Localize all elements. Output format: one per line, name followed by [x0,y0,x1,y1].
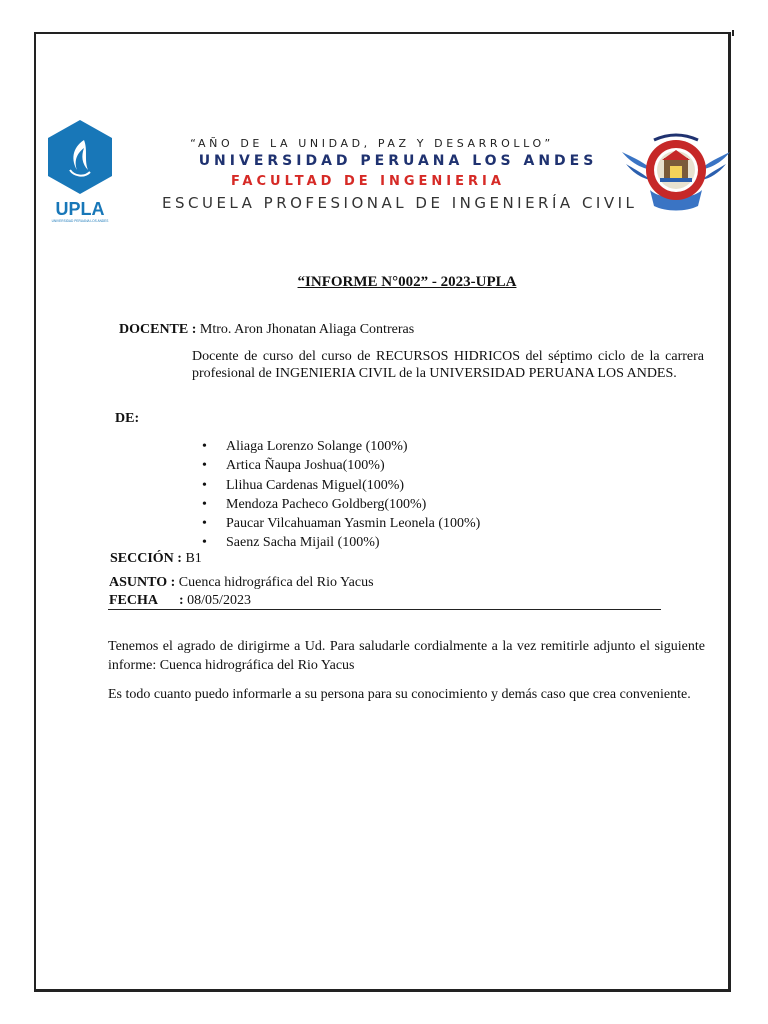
member-name: Paucar Vilcahuaman Yasmin Leonela (100%) [226,516,481,532]
fecha-label: FECHA [109,593,158,608]
faculty-name: FACULTAD DE INGENIERIA [231,174,505,189]
page-border-tick [732,30,734,36]
school-name: ESCUELA PROFESIONAL DE INGENIERÍA CIVIL [162,194,638,212]
member-name: Artica Ñaupa Joshua(100%) [226,458,385,474]
seccion-label: SECCIÓN : [110,551,182,566]
body-paragraph-1: Tenemos el agrado de dirigirme a Ud. Para saludarle cordialmente a la vez remitirle adjunto el siguiente informe: Cuenca hidrográfica del Rio Yacus [108,639,705,673]
body-paragraph-2: Es todo cuanto puedo informarle a su persona para su conocimiento y demás caso que crea conveniente. [108,687,691,702]
docente-name: Mtro. Aron Jhonatan Aliaga Contreras [199,322,415,337]
upla-logo-text: UPLA [55,199,105,219]
members-list [186,437,480,553]
upla-logo-subtext: UNIVERSIDAD PERUANA LOS ANDES [51,219,109,223]
motto: “AÑO DE LA UNIDAD, PAZ Y DESARROLLO” [190,137,554,150]
list-item [186,495,480,514]
member-name: Saenz Sacha Mijail (100%) [226,535,380,551]
upla-logo [44,118,116,224]
fecha-row [109,593,251,609]
de-label: DE: [115,411,140,426]
asunto-label: ASUNTO : [109,575,176,590]
asunto-value: Cuenca hidrográfica del Rio Yacus [178,575,374,590]
divider [108,609,661,610]
university-name: UNIVERSIDAD PERUANA LOS ANDES [198,153,598,169]
bullet: • [202,516,207,532]
list-item [186,437,480,456]
member-name: Aliaga Lorenzo Solange (100%) [226,439,408,454]
list-item [186,514,480,533]
member-name: Mendoza Pacheco Goldberg(100%) [226,496,427,512]
docente-label: DOCENTE : [119,322,197,337]
bullet: • [202,496,207,512]
seccion-row [110,551,202,567]
fecha-value: 08/05/2023 [187,593,251,608]
fecha-sep: : [179,593,184,608]
bullet: • [202,535,207,551]
asunto-row [109,575,374,591]
bullet: • [202,477,207,493]
docente-row [119,322,414,338]
upla-logo-hexagon [48,120,112,194]
bullet: • [202,439,207,454]
report-title: “INFORME N°002” - 2023-UPLA [297,274,517,290]
bullet: • [202,458,207,474]
docente-description: Docente de curso del curso de RECURSOS HIDRICOS del séptimo ciclo de la carrera profesional de INGENIERIA CIVIL de la UNIVERSIDAD PERUANA LOS ANDES. [192,349,704,381]
list-item [186,533,480,552]
member-name: Llihua Cardenas Miguel(100%) [226,477,405,493]
list-item [186,476,480,495]
list-item [186,456,480,475]
seccion-value: B1 [185,551,202,566]
